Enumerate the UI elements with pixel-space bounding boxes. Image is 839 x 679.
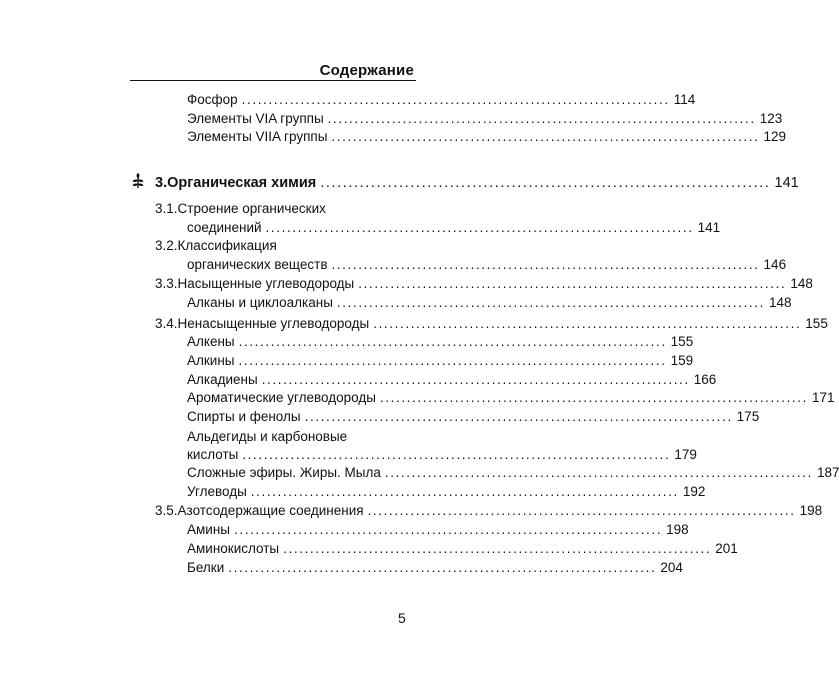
page-number: 5 (398, 610, 406, 626)
toc-entry-text: Спирты и фенолы (187, 409, 301, 424)
toc-chapter-text: Органическая химия (167, 175, 317, 191)
toc-entry (187, 483, 706, 501)
toc-section-text: Классификация (177, 238, 277, 253)
toc-entry-text: Амины (187, 522, 230, 537)
toc-entry-text: Фосфор (187, 92, 238, 107)
toc-chapter-page: 141 (774, 175, 799, 191)
toc-entry-text: Алкадиены (187, 372, 258, 387)
toc-leader-dots: ................................................................................ (234, 522, 663, 537)
toc-chapter-heading (155, 174, 799, 192)
toc-leader-dots: ................................................................................ (331, 129, 760, 144)
toc-leader-dots: ................................................................................ (373, 316, 802, 331)
header-rule (130, 80, 416, 81)
toc-entry-page: 141 (697, 220, 721, 235)
toc-section (155, 502, 823, 520)
toc-leader-dots: ................................................................................ (241, 92, 670, 107)
toc-entry-text: Элементы VIA группы (187, 111, 324, 126)
toc-entry-page: 148 (768, 295, 792, 310)
toc-entry-text: Углеводы (187, 484, 247, 499)
toc-leader-dots: ................................................................................ (228, 560, 657, 575)
toc-entry (187, 559, 683, 577)
toc-entry (187, 389, 835, 407)
toc-entry-text: органических веществ (187, 257, 328, 272)
toc-entry-page: 166 (693, 372, 717, 387)
toc-section (155, 237, 413, 255)
toc-leader-dots: ................................................................................ (384, 465, 813, 480)
toc-leader-dots: ................................................................................ (265, 220, 694, 235)
toc-entry (187, 219, 721, 237)
toc-entry-text: кислоты (187, 447, 239, 462)
toc-entry (187, 294, 792, 312)
toc-section-number: 3.1. (155, 201, 178, 216)
toc-leader-dots: ................................................................................ (336, 295, 765, 310)
toc-entry (187, 540, 738, 558)
toc-entry-page: 123 (759, 111, 783, 126)
toc-entry-page: 146 (763, 257, 787, 272)
toc-entry (187, 352, 694, 370)
toc-leader-dots: ................................................................................ (320, 175, 771, 191)
toc-entry-page: 204 (660, 560, 683, 575)
toc-entry (187, 521, 689, 539)
toc-leader-dots: ................................................................................ (238, 353, 667, 368)
toc-section (155, 315, 828, 333)
toc-entry (187, 333, 694, 351)
toc-entry-text: Альдегиды и карбоновые (187, 429, 348, 444)
toc-entry-page: 159 (670, 353, 694, 368)
toc-entry-text: Белки (187, 560, 225, 575)
toc-section-number: 3.5. (155, 503, 178, 518)
toc-section-number: 3.3. (155, 276, 178, 291)
toc-entry (187, 256, 787, 274)
toc-section-page: 155 (805, 316, 828, 331)
toc-entry-page: 129 (763, 129, 786, 144)
toc-section-text: Азотсодержащие соединения (177, 503, 364, 518)
page-title: Содержание (319, 62, 414, 79)
toc-section-number: 3.2. (155, 238, 178, 253)
toc-entry-page: 175 (736, 409, 760, 424)
toc-leader-dots: ................................................................................ (242, 447, 671, 462)
toc-entry (187, 110, 783, 128)
toc-leader-dots: ................................................................................ (283, 541, 712, 556)
toc-entry-page: 187 (816, 465, 839, 480)
toc-leader-dots: ................................................................................ (238, 334, 667, 349)
toc-leader-dots: ................................................................................ (327, 111, 756, 126)
toc-entry-page: 201 (715, 541, 738, 556)
toc-section-text: Насыщенные углеводороды (177, 276, 355, 291)
toc-entry-text: Алкины (187, 353, 235, 368)
toc-entry-page: 155 (670, 334, 694, 349)
toc-section-text: Ненасыщенные углеводороды (177, 316, 370, 331)
wheat-leaf-icon (131, 171, 145, 189)
toc-chapter-number: 3. (155, 175, 168, 191)
toc-entry-text: Ароматические углеводороды (187, 390, 376, 405)
toc-entry-page: 198 (666, 522, 689, 537)
toc-entry (187, 408, 760, 426)
toc-entry-page: 192 (682, 484, 706, 499)
toc-entry (187, 428, 413, 446)
toc-leader-dots: ................................................................................ (304, 409, 733, 424)
toc-leader-dots: ................................................................................ (250, 484, 679, 499)
toc-entry (187, 446, 697, 464)
toc-entry-text: Алканы и циклоалканы (187, 295, 333, 310)
toc-entry-text: Алкены (187, 334, 235, 349)
toc-section (155, 275, 813, 293)
toc-section-page: 148 (790, 276, 813, 291)
toc-leader-dots: ................................................................................ (358, 276, 787, 291)
toc-entry-text: соединений (187, 220, 262, 235)
toc-entry-text: Элементы VIIA группы (187, 129, 328, 144)
toc-section-page: 198 (799, 503, 823, 518)
toc-section (155, 200, 413, 218)
toc-entry (187, 371, 717, 389)
toc-leader-dots: ................................................................................ (379, 390, 808, 405)
toc-entry (187, 91, 696, 109)
toc-entry-page: 171 (811, 390, 835, 405)
toc-entry-text: Аминокислоты (187, 541, 280, 556)
toc-entry-text: Сложные эфиры. Жиры. Мыла (187, 465, 381, 480)
toc-section-text: Строение органических (177, 201, 326, 216)
toc-entry-page: 179 (674, 447, 697, 462)
toc-leader-dots: ................................................................................ (367, 503, 796, 518)
toc-section-number: 3.4. (155, 316, 178, 331)
toc-leader-dots: ................................................................................ (261, 372, 690, 387)
toc-entry-page: 114 (673, 92, 696, 107)
toc-entry (187, 464, 839, 482)
toc-leader-dots: ................................................................................ (331, 257, 760, 272)
toc-entry (187, 128, 786, 146)
